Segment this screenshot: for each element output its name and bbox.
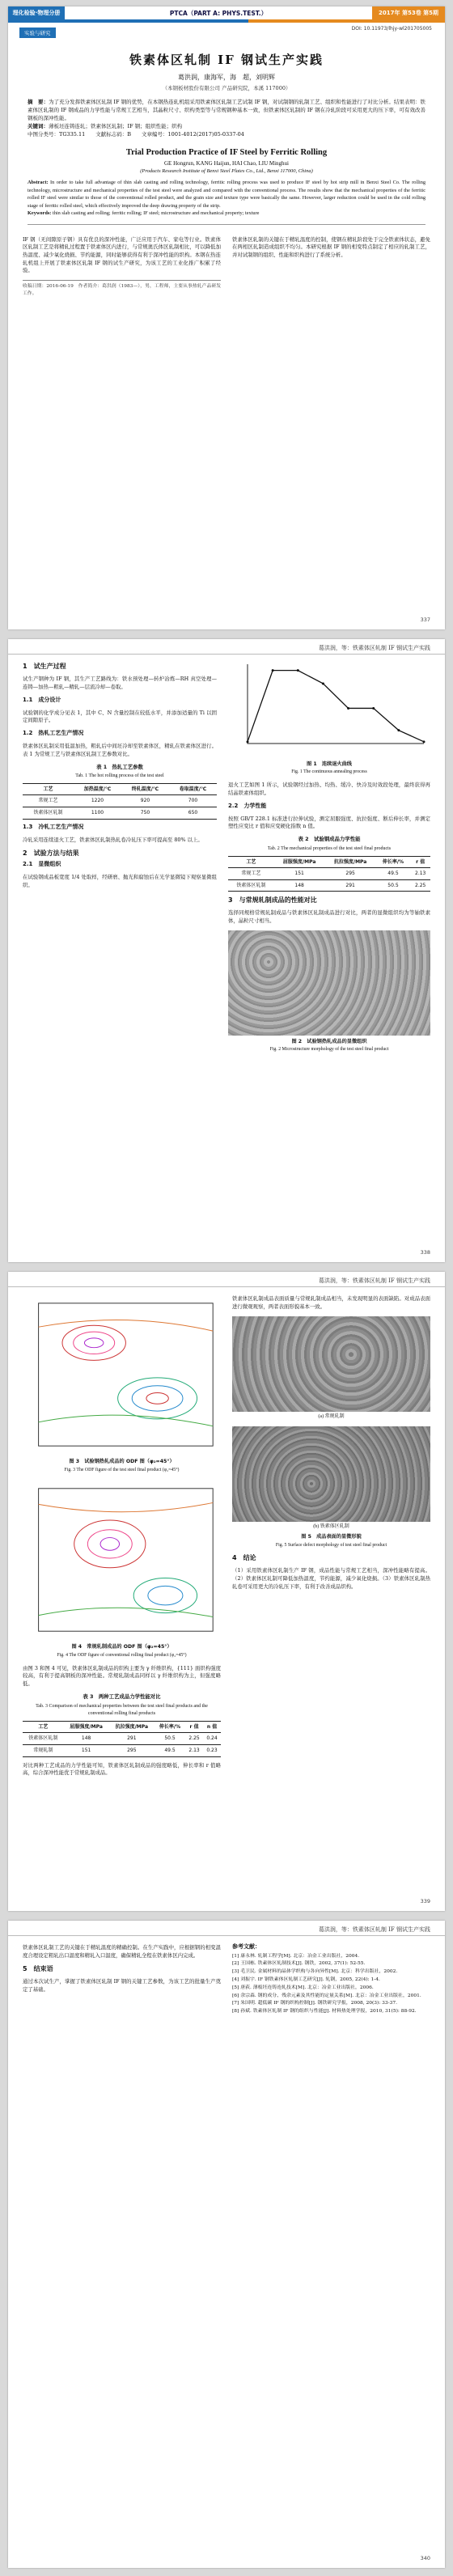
authors-en: GE Hongrun, KANG Haijun, HAI Chao, LIU Minghui bbox=[164, 160, 289, 167]
figure-caption-en: Fig. 5 Surface defect morphology of test steel final product bbox=[275, 1542, 387, 1548]
page-number: 339 bbox=[420, 1898, 430, 1904]
footnote: 收稿日期：2016-06-19 作者简介：葛洪润（1983—），男，工程师，主要从事热轧产品研发工作。 bbox=[23, 280, 221, 297]
subsection-heading: 1.3 冷轧工艺生产情况 bbox=[23, 823, 84, 830]
table-caption: 表 3 两种工艺成品力学性能对比 bbox=[83, 1693, 161, 1700]
table-3 bbox=[23, 1721, 221, 1757]
abstract-cn-label: 摘 要： bbox=[28, 99, 49, 105]
keywords-cn: 薄板坯连铸连轧；铁素体区轧制；IF 钢；组织性能；织构 bbox=[49, 123, 183, 129]
table-row bbox=[228, 868, 430, 880]
intro-left: IF 钢（无间隙原子钢）具有优良的深冲性能，广泛应用于汽车、家电等行业。铁素体区轧制工艺是将精轧过程置于铁素体区内进行，与常规奥氏体区轧制相比，可以降低加热温度、减少氧化烧损、节约能源，同时能够获得有利于深冲性能的织构。本钢在热连轧机组上开展了铁素体区轧制 IF 钢的试生产研究，为该工艺的工业化推广积累了经验。 bbox=[23, 235, 221, 274]
reference-item: [6] 余宗森. 钢的成分、残余元素及其性能的定量关系[M]. 北京：冶金工业出版社，2001. bbox=[232, 1993, 421, 1998]
header-stripe bbox=[8, 19, 445, 23]
table-row bbox=[23, 1744, 221, 1756]
table-header: 加热温度/℃ bbox=[74, 783, 121, 795]
table-cell: 50.5 bbox=[376, 879, 411, 892]
page-2 bbox=[8, 639, 445, 1262]
annealing-point bbox=[372, 707, 375, 710]
column-right bbox=[232, 1939, 430, 2016]
column-left bbox=[23, 1290, 221, 1782]
section-heading: 3 与常规轧制成品的性能对比 bbox=[228, 896, 317, 905]
table-header: 伸长率/% bbox=[376, 856, 411, 868]
figure-caption: 图 5 成品表面的显微形貌 bbox=[301, 1534, 362, 1540]
table-cell: 920 bbox=[121, 795, 169, 807]
table-header: 屈服强度/MPa bbox=[64, 1721, 109, 1733]
table-header: 终轧温度/℃ bbox=[121, 783, 169, 795]
table-row bbox=[23, 1733, 221, 1745]
annealing-point bbox=[423, 740, 425, 743]
affiliation-cn: （本钢板材股份有限公司 产品研究院，本溪 117000） bbox=[162, 85, 291, 91]
table-cell: 0.23 bbox=[203, 1744, 221, 1756]
table-cell: 650 bbox=[169, 807, 217, 820]
paper-title-cn: 铁素体区轧制 IF 钢试生产实践 bbox=[129, 53, 324, 67]
section-heading: 1 试生产过程 bbox=[23, 663, 66, 670]
table-1 bbox=[23, 783, 217, 820]
paragraph: 选择同规格常规轧制成品与铁素体区轧制成品进行对比，两者的显微组织均为等轴铁素体，晶粒尺寸相当。 bbox=[228, 909, 430, 924]
affiliation-en: (Products Research Institute of Benxi Steel Plates Co., Ltd., Benxi 117000, China) bbox=[140, 168, 313, 174]
column-right bbox=[232, 1290, 430, 1782]
running-head: 葛洪润，等：铁素体区轧制 IF 钢试生产实践 bbox=[8, 639, 445, 655]
abstract-en-label: Abstract: bbox=[28, 180, 49, 185]
keywords-en-label: Keywords: bbox=[28, 210, 52, 216]
page-number: 340 bbox=[420, 2555, 430, 2561]
figure-caption: 图 3 试验钢热轧成品的 ODF 图（φ₂=45°） bbox=[69, 1459, 175, 1464]
annealing-point bbox=[247, 740, 249, 743]
page-number: 337 bbox=[420, 616, 430, 623]
annealing-point bbox=[297, 669, 299, 672]
page-4 bbox=[8, 1921, 445, 2568]
reference-item: [1] 康永林. 轧制工程学[M]. 北京：冶金工业出版社，2004. bbox=[232, 1953, 360, 1959]
table-header: 抗拉强度/MPa bbox=[109, 1721, 155, 1733]
annealing-point bbox=[347, 707, 349, 710]
subsection-heading: 2.1 显微组织 bbox=[23, 861, 61, 868]
paragraph: 铁素体区轧制成品表面质量与常规轧制成品相当，未发现明显的表面缺陷。对成品表面进行微观观察，两者表面形貌基本一致。 bbox=[232, 1295, 430, 1310]
table-header: 伸长率/% bbox=[155, 1721, 185, 1733]
table-row bbox=[23, 795, 217, 807]
annealing-point bbox=[322, 682, 324, 684]
running-head: 葛洪润，等：铁素体区轧制 IF 钢试生产实践 bbox=[8, 1272, 445, 1287]
table-cell: 0.24 bbox=[203, 1733, 221, 1745]
paragraph: 按照 GB/T 228.1 标准进行拉伸试验，测定屈服强度、抗拉强度、断后伸长率，并测定塑性应变比 r 值和应变硬化指数 n 值。 bbox=[228, 815, 430, 830]
body-columns bbox=[23, 231, 430, 298]
table-cell: 49.5 bbox=[376, 868, 411, 880]
section-heading: 4 结论 bbox=[232, 1554, 256, 1562]
body-columns bbox=[23, 658, 430, 1059]
paragraph: （1）采用铁素体区轧制生产 IF 钢，成品性能与常规工艺相当，深冲性能略有提高。（2）铁素体区轧制可降低加热温度，节约能源，减少氧化烧损。（3）铁素体区轧制热轧卷可采用更大的冷轧压下率，有利于改善成品织构。 bbox=[232, 1567, 430, 1590]
body-columns bbox=[23, 1290, 430, 1782]
table-header: n 值 bbox=[203, 1721, 221, 1733]
figure-caption-en: Fig. 1 The continuous annealing process bbox=[291, 769, 367, 775]
paragraph: 退火工艺如图 1 所示，试验钢经过加热、均热、缓冷、快冷及时效段处理，最终获得再结晶铁素体组织。 bbox=[228, 782, 430, 796]
table-row bbox=[228, 879, 430, 892]
table-cell: 铁素体区轧制 bbox=[23, 1733, 64, 1745]
journal-header: PTCA（PART A: PHYS.TEST.） bbox=[169, 9, 268, 17]
table-caption-en: Tab. 1 The hot rolling process of the test steel bbox=[75, 773, 164, 779]
section-heading: 2 试验方法与结果 bbox=[23, 849, 79, 857]
keywords-cn-label: 关键词： bbox=[28, 123, 49, 129]
table-cell: 700 bbox=[169, 795, 217, 807]
classification: 中图分类号：TG335.11 文献标志码：B 文章编号：1001-4012(2017)05-0337-04 bbox=[28, 131, 244, 138]
table-cell: 148 bbox=[274, 879, 325, 892]
figure-caption: 图 1 连续退火曲线 bbox=[307, 761, 352, 767]
surface-image-b bbox=[232, 1426, 430, 1522]
table-cell: 铁素体区轧制 bbox=[23, 807, 74, 820]
subsection-heading: 1.2 热轧工艺生产情况 bbox=[23, 730, 84, 737]
table-caption: 表 2 试验钢成品力学性能 bbox=[298, 836, 361, 843]
body-columns bbox=[23, 1939, 430, 2016]
paper-title-en: Trial Production Practice of IF Steel by Ferritic Rolling bbox=[125, 148, 328, 157]
table-cell: 1220 bbox=[74, 795, 121, 807]
reference-item: [3] 毛卫民. 金属材料的晶体学织构与各向异性[M]. 北京：科学出版社，2002. bbox=[232, 1969, 398, 1975]
abstract-cn bbox=[28, 98, 425, 138]
journal-year: 2017年 第53卷 第5期 bbox=[372, 6, 445, 19]
paragraph: 通过本次试生产，掌握了铁素体区轧制 IF 钢的关键工艺参数，为该工艺的批量生产奠定了基础。 bbox=[23, 1977, 221, 1993]
paragraph: 冷轧采用连续退火工艺，铁素体区轧制热轧卷冷轧压下率可提高至 80% 以上。 bbox=[23, 836, 203, 843]
column-right bbox=[232, 231, 430, 298]
table-header: 卷取温度/℃ bbox=[169, 783, 217, 795]
column-left bbox=[23, 1939, 221, 2016]
reference-item: [5] 唐荻. 薄板坯连铸连轧技术[M]. 北京：冶金工业出版社，2006. bbox=[232, 1985, 374, 1990]
table-cell: 常规工艺 bbox=[228, 868, 274, 880]
figure-caption-en: Fig. 2 Microstructure morphology of the test steel final product bbox=[269, 1047, 389, 1053]
table-caption: 表 1 热轧工艺参数 bbox=[96, 763, 143, 770]
table-header: 抗拉强度/MPa bbox=[325, 856, 376, 868]
page-1 bbox=[8, 6, 445, 629]
reference-item: [7] 朱国明. 超低碳 IF 钢的织构控制[J]. 钢铁研究学报，2008, 20(3): 33-37. bbox=[232, 2001, 398, 2006]
annealing-series-line bbox=[248, 671, 424, 742]
page-number: 338 bbox=[420, 1249, 430, 1256]
divider bbox=[28, 224, 425, 225]
table-cell: 291 bbox=[325, 879, 376, 892]
microstructure-image bbox=[228, 930, 430, 1036]
figure-caption: 图 2 试验钢热轧成品的显微组织 bbox=[291, 1038, 367, 1044]
table-cell: 铁素体区轧制 bbox=[228, 879, 274, 892]
page-3 bbox=[8, 1272, 445, 1911]
table-2 bbox=[228, 856, 430, 892]
chart-axes bbox=[248, 664, 424, 744]
table-cell: 49.5 bbox=[155, 1744, 185, 1756]
doi: DOI: 10.11973/lhjy-wl201705005 bbox=[351, 26, 432, 32]
keywords-en: thin slab casting and rolling; ferritic rolling; IF steel; microstructure and mechanical property; texture bbox=[52, 210, 260, 216]
table-cell: 1100 bbox=[74, 807, 121, 820]
figure-caption-en: Fig. 3 The ODF figure of the test steel final product (φ₂=45°) bbox=[64, 1467, 180, 1472]
table-cell: 291 bbox=[109, 1733, 155, 1745]
authors-cn: 葛洪润，康海军，海 超，刘明辉 bbox=[178, 74, 275, 81]
table-cell: 750 bbox=[121, 807, 169, 820]
references-title: 参考文献： bbox=[232, 1943, 260, 1950]
table-caption-en: Tab. 2 The mechanical properties of the test steel final products bbox=[267, 845, 392, 851]
paragraph: 在试验钢成品板宽度 1/4 处取样，经研磨、抛光和腐蚀后在光学显微镜下观察显微组织。 bbox=[23, 874, 217, 888]
table-cell: 2.25 bbox=[410, 879, 430, 892]
sub-caption-a: (a) 常规轧制 bbox=[318, 1413, 345, 1419]
figure-caption: 图 4 常规轧制成品的 ODF 图（φ₂=45°） bbox=[71, 1644, 172, 1650]
section-tag: 实验与研究 bbox=[19, 28, 56, 38]
annealing-point bbox=[397, 729, 400, 731]
paragraph: 试验钢的化学成分见表 1，其中 C、N 含量控制在较低水平，并添加适量的 Ti 以固定间隙原子。 bbox=[23, 709, 217, 724]
table-header: r 值 bbox=[185, 1721, 203, 1733]
table-cell: 151 bbox=[274, 868, 325, 880]
table-cell: 151 bbox=[64, 1744, 109, 1756]
table-header: r 值 bbox=[410, 856, 430, 868]
odf-figure-conventional bbox=[23, 1479, 221, 1641]
table-cell: 148 bbox=[64, 1733, 109, 1745]
column-left bbox=[23, 658, 217, 1059]
abstract-cn-text: 为了充分发挥铁素体区轧制 IF 钢的优势，在本钢热连轧机组采用铁素体区轧制工艺试制 IF 钢，对试制钢的轧制工艺、组织和性能进行了对比分析。结果表明：铁素体区轧制的 IF 钢成品的力学性能与常规工艺相当，其晶粒尺寸、织构类型等与常规钢种基本一致，但铁素体区轧制的 IF 钢在冷轧阶段可采用更大的压下率，可有效改善钢板的深冲性能。 bbox=[28, 99, 426, 121]
journal-logo: 理化检验·物理分册 bbox=[8, 6, 65, 19]
running-head: 葛洪润，等：铁素体区轧制 IF 钢试生产实践 bbox=[8, 1921, 445, 1936]
sub-caption-b: (b) 铁素体区轧制 bbox=[313, 1523, 349, 1529]
reference-item: [8] 孙斌. 铁素体区轧制 IF 钢的组织与性能[J]. 材料热处理学报，2010, 31(5): 88-92. bbox=[232, 2009, 417, 2015]
table-cell: 295 bbox=[109, 1744, 155, 1756]
table-cell: 常规轧制 bbox=[23, 1744, 64, 1756]
paragraph: 铁素体区轧制采用低温加热，粗轧后中间坯冷却至铁素体区，精轧在铁素体区进行。表 1 为常规工艺与铁素体区轧制工艺参数对比。 bbox=[23, 743, 217, 757]
table-cell: 2.13 bbox=[410, 868, 430, 880]
column-right bbox=[228, 658, 430, 1059]
journal-bar bbox=[8, 6, 445, 19]
annealing-point bbox=[272, 669, 274, 672]
table-header: 屈服强度/MPa bbox=[274, 856, 325, 868]
reference-list bbox=[232, 1953, 430, 2015]
table-header: 工艺 bbox=[23, 783, 74, 795]
annealing-curve-chart bbox=[228, 658, 430, 755]
reference-item: [2] 王国栋. 铁素体区轧制技术[J]. 钢铁，2002, 37(1): 52-55. bbox=[232, 1961, 366, 1967]
table-header: 工艺 bbox=[228, 856, 274, 868]
table-cell: 2.25 bbox=[185, 1733, 203, 1745]
paragraph: 由图 3 和图 4 可见，铁素体区轧制成品的织构主要为 γ 纤维织构，{111} 面织构强度较高，有利于提高钢板的深冲性能。常规轧制成品同样以 γ 纤维织构为主，但强度略低。 bbox=[23, 1664, 221, 1687]
abstract-en-text: In order to take full advantage of thin slab casting and rolling technology, ferritic rolling process was used to produce IF steel by hot strip mill in Benxi Steel Co. The rolling technology, microstructure and mechanical properties of the test steel were analyzed and compared with the conventional process. The results show that the mechanical properties of the ferritic rolled IF steel were similar to those of the conventional rolled product, and the grain size and texture type were basically the same. However, larger reduction could be used in the cold rolling stage of ferritic rolled steel, which effectively improved the deep drawing property of the strip. bbox=[28, 180, 426, 209]
paragraph: 试生产钢种为 IF 钢，其生产工艺路线为：铁水预处理—转炉冶炼—RH 真空处理—连铸—加热—粗轧—精轧—层流冷却—卷取。 bbox=[23, 675, 217, 690]
reference-item: [4] 刘振宇. IF 钢铁素体区轧制工艺研究[J]. 轧钢，2005, 22(4): 1-4. bbox=[232, 1976, 380, 1982]
table-cell: 常规工艺 bbox=[23, 795, 74, 807]
table-row bbox=[23, 807, 217, 820]
column-left bbox=[23, 231, 221, 298]
subsection-heading: 2.2 力学性能 bbox=[228, 802, 267, 809]
section-heading: 5 结束语 bbox=[23, 1964, 53, 1972]
table-cell: 295 bbox=[325, 868, 376, 880]
table-cell: 50.5 bbox=[155, 1733, 185, 1745]
table-caption-en: Tab. 3 Comparison of mechanical properties between the test steel final products and the conventional rolling final products bbox=[36, 1703, 208, 1717]
table-header: 工艺 bbox=[23, 1721, 64, 1733]
odf-figure-test-steel bbox=[23, 1294, 221, 1455]
figure-caption-en: Fig. 4 The ODF figure of conventional rolling final product (φ₂=45°) bbox=[57, 1652, 187, 1658]
subsection-heading: 1.1 成分设计 bbox=[23, 696, 61, 703]
paragraph: 铁素体区轧制工艺的关键在于精轧温度的精确控制。在生产实践中，应根据钢的相变温度合理设定粗轧出口温度和精轧入口温度，确保精轧全程在铁素体区内完成。 bbox=[23, 1944, 221, 1959]
surface-image-a bbox=[232, 1316, 430, 1412]
paragraph: 对比两种工艺成品的力学性能可知，铁素体区轧制成品的强度略低，伸长率和 r 值略高，综合深冲性能优于常规轧制成品。 bbox=[23, 1761, 221, 1777]
table-cell: 2.13 bbox=[185, 1744, 203, 1756]
intro-right: 铁素体区轧制的关键在于精轧温度的控制，使钢在精轧阶段处于完全铁素体状态，避免在两相区轧制造成组织不均匀。本研究根据 IF 钢的相变特点制定了相应的轧制工艺，并对试制钢的组织、性能和织构进行了系统分析。 bbox=[232, 235, 430, 259]
abstract-en bbox=[28, 179, 425, 218]
